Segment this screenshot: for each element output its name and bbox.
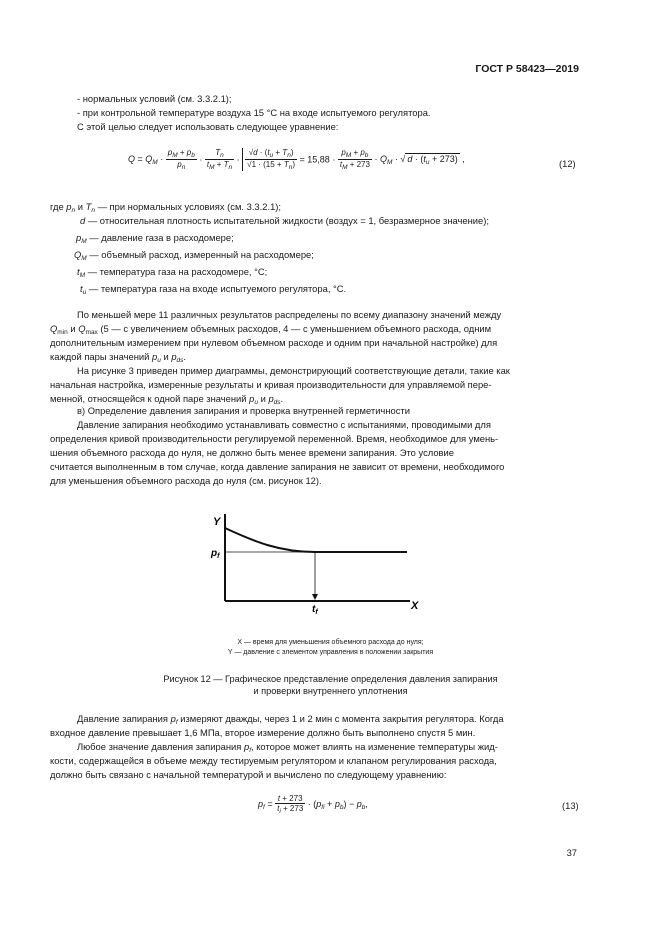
tf-label: $t_f$	[312, 604, 318, 616]
equation-13: $p_f$ = $\frac{t + 273}{t_i + 273}$ · $(p_{fi} + p_b) - p_b$,	[258, 794, 368, 815]
figure-legend-y: Y — давление с элементом управления в положении закрытия	[227, 649, 434, 656]
para5-line3: должно быть связано с начальной температурой и вычислено по следующему уравнению:	[50, 769, 447, 780]
equation-lead: С этой целью следует использовать следующее уравнение:	[77, 121, 339, 132]
para3-line4: считается выполненным в том случае, когда давление запирания не зависит от времени, необходимого	[50, 461, 505, 472]
para3-line2: определения кривой производительности регулируемой переменной. Время, необходимое для умень-	[50, 433, 499, 444]
tf-arrow-icon	[312, 594, 318, 600]
para3-line5: для уменьшения объемного расхода до нуля (см. рисунок 12).	[50, 475, 322, 486]
para3-line1: Давление запирания необходимо устанавливать совместно с испытаниями, проводимыми для	[77, 419, 491, 430]
para1-line3: дополнительным измерением при нулевом объемном расходе и одним при начальной настройке) для	[50, 337, 498, 348]
pf-label: $p_f$	[211, 548, 220, 560]
page-number: 37	[566, 847, 577, 858]
figure-caption-line1: Рисунок 12 — Графическое представление определения давления запирания	[163, 674, 498, 684]
figure-12-diagram	[200, 508, 430, 620]
para2-line1: На рисунке 3 приведен пример диаграммы, демонстрирующий соответствующие детали, такие как	[77, 365, 510, 376]
equation-13-number: (13)	[562, 800, 579, 811]
para1-line4: каждой пары значений $p_u$ и $p_{ds}$.	[50, 351, 187, 364]
legend-pM: $p_M$ — давление газа в расходомере;	[76, 232, 234, 245]
para2-line3: менной, относящейся к одной паре значений $p_u$ и $p_{ds}$.	[50, 393, 284, 406]
legend-d: d — относительная плотность испытательной жидкости (воздух = 1, безразмерное значение);	[80, 215, 489, 226]
figure-legend-x: X — время для уменьшения объемного расхода до нуля;	[237, 639, 424, 646]
para2-line2: начальная настройка, измеренные результаты и кривая производительности для управляемой пере-	[50, 379, 492, 390]
equation-12-number: (12)	[559, 158, 576, 169]
para4-line2: входное давление превышает 1,6 МПа, второе измерение должно быть выполнено спустя 5 мин.	[50, 727, 476, 738]
para5-line1: Любое значение давления запирания $p_f$, которое может влиять на изменение температуры жид-	[77, 741, 498, 754]
legend-tu: $t_u$ — температура газа на входе испытуемого регулятора, °С.	[80, 283, 347, 296]
standard-header: ГОСТ Р 58423—2019	[475, 63, 579, 75]
bullet-normal-conditions: - нормальных условий (см. 3.3.2.1);	[77, 93, 232, 104]
bullet-control-temperature: - при контрольной температуре воздуха 15 °С на входе испытуемого регулятора.	[77, 107, 431, 118]
equation-12: $Q = Q_M$ · $\frac{p_M + p_b}{p_n}$ · $\frac{T_n}{t_M + T_n}$ · $\frac{√d \cdot (t_u + T_n)}{√1 \cdot (15 + T_n)}$ = 15,88 · $\frac{p_M + p_b}{t_M + 273}$ · $Q_M$ · √ $d \cdot (t_u + 273)$ ,	[128, 148, 465, 171]
section-v-heading: в) Определение давления запирания и проверка внутренней герметичности	[77, 405, 410, 416]
closing-pressure-curve	[225, 528, 407, 552]
legend-tM: $t_M$ — температура газа на расходомере, °С;	[77, 266, 268, 279]
legend-where: где $p_n$ и $T_n$ — при нормальных условиях (см. 3.3.2.1);	[50, 201, 282, 214]
para5-line2: кости, содержащейся в объеме между тестируемым регулятором и клапаном регулирования расхода,	[50, 755, 497, 766]
x-axis-label: X	[411, 600, 419, 612]
legend-QM: $Q_M$ — объемный расход, измеренный на расходомере;	[74, 249, 314, 262]
figure-caption-line2: и проверки внутреннего уплотнения	[253, 686, 408, 696]
para1-line2: $Q_{min}$ и $Q_{max}$ (5 — с увеличением объемных расходов, 4 — с уменьшением объемного расхода, одним	[50, 323, 492, 336]
y-axis-label: Y	[213, 516, 221, 528]
para4-line1: Давление запирания $p_f$ измеряют дважды, через 1 и 2 мин с момента закрытия регулятора. Когда	[77, 713, 504, 726]
eq12-coefficient: 15,88	[307, 154, 330, 165]
para1-line1: По меньшей мере 11 различных результатов распределены по всему диапазону значений между	[77, 309, 502, 320]
para3-line3: шения объемного расхода до нуля, не должно быть менее времени запирания. Это условие	[50, 447, 454, 458]
